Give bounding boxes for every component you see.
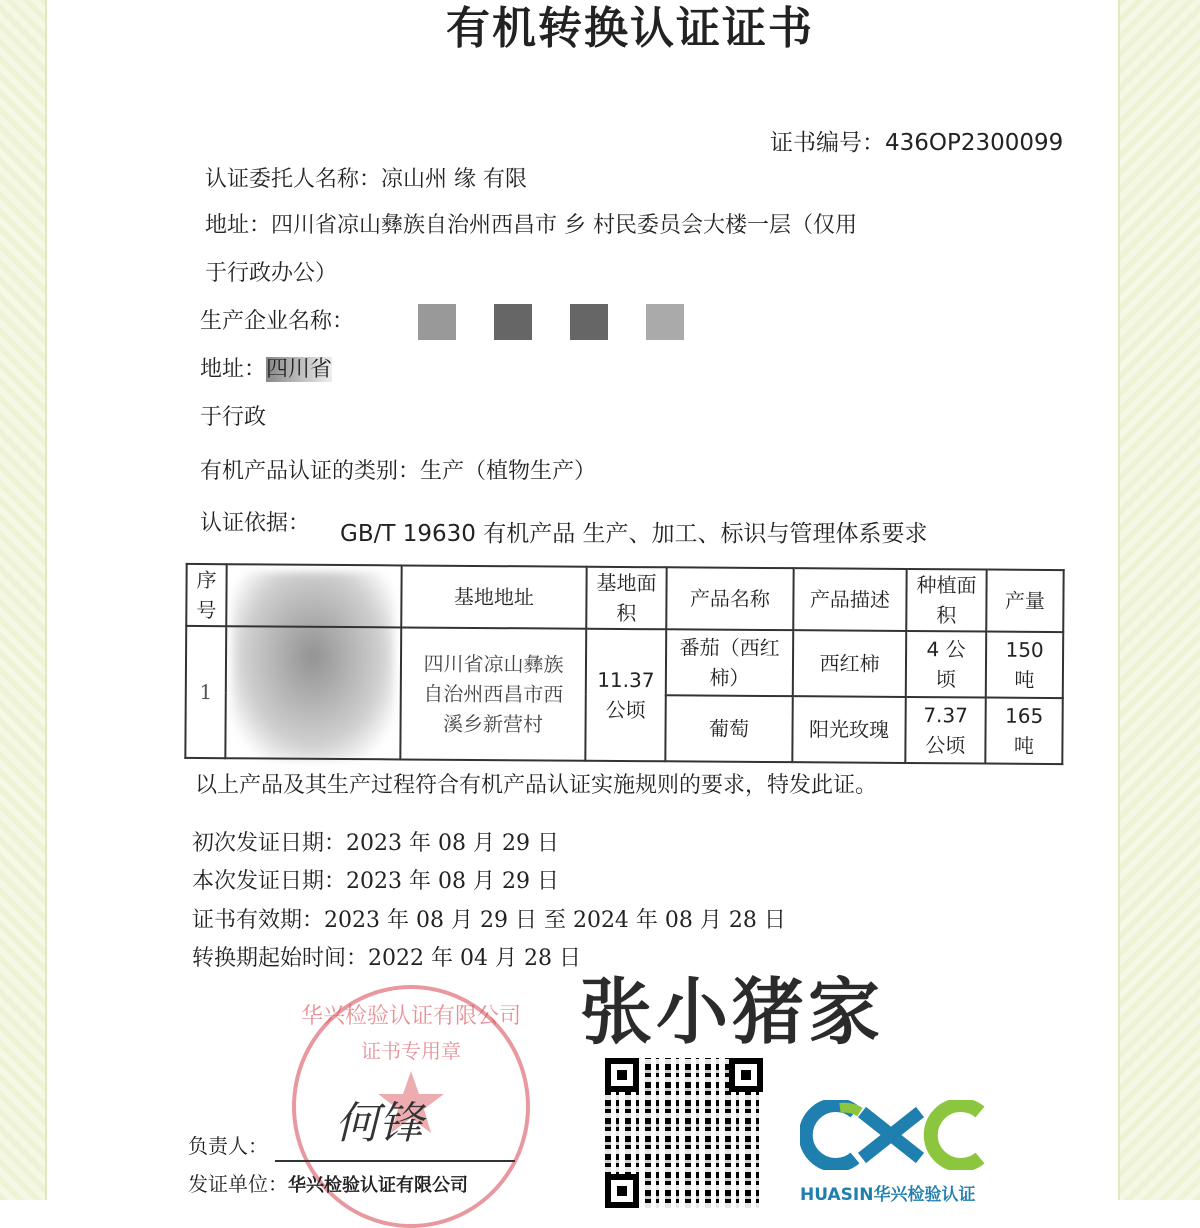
qr-code[interactable]	[605, 1058, 763, 1208]
huasin-logo	[800, 1100, 990, 1205]
certificate-border-left	[0, 0, 47, 1200]
client-address-line2: 于行政办公）	[205, 261, 338, 286]
cert-no-value: 436OP2300099	[885, 130, 1064, 156]
cell-base-address: 四川省凉山彝族自治州西昌市西溪乡新营村	[400, 627, 586, 760]
client-label: 认证委托人名称：	[205, 167, 382, 192]
qr-finder	[729, 1058, 763, 1092]
header-product-desc: 产品描述	[793, 568, 906, 631]
cell-product: 番茄（西红柿）	[666, 629, 793, 696]
cell-area: 4 公顷	[906, 631, 986, 698]
date-label: 转换期起始时间：	[192, 946, 369, 971]
responsible-label: 负责人：	[188, 1134, 268, 1158]
redaction-block	[646, 304, 684, 340]
client-value: 凉山州 缘 有限	[381, 167, 528, 192]
watermark: 张小猪家	[580, 970, 885, 1054]
cell-desc: 阳光玫瑰	[792, 696, 905, 763]
qr-finder	[605, 1174, 639, 1208]
date-validity	[192, 903, 786, 934]
certificate-title: 有机转换认证证书	[446, 3, 814, 54]
logo-text: HUASIN华兴检验认证	[800, 1185, 976, 1205]
table-header-row	[186, 564, 1063, 632]
issuer-value: 华兴检验认证有限公司	[288, 1175, 468, 1196]
header-planting-area: 种植面积	[906, 569, 986, 632]
redaction-block	[418, 304, 456, 340]
header-index: 序号	[186, 564, 226, 626]
issuer-line	[188, 1168, 468, 1197]
category-line	[200, 454, 596, 485]
cell-area: 7.37 公顷	[905, 697, 985, 764]
redaction-block	[494, 304, 532, 340]
date-label: 本次发证日期：	[192, 869, 347, 894]
date-conversion-start	[192, 941, 581, 972]
producer-address-line1	[200, 352, 332, 383]
producer-address-line2: 于行政	[200, 405, 267, 430]
issuer-label: 发证单位：	[188, 1172, 288, 1196]
stamp-text: 华兴检验认证有限公司	[300, 1004, 521, 1029]
date-label: 证书有效期：	[192, 908, 325, 933]
product-table	[184, 563, 1064, 765]
client-line	[205, 162, 527, 193]
header-base-area: 基地面积	[586, 567, 666, 630]
statement: 以上产品及其生产过程符合有机产品认证实施规则的要求，特发此证。	[195, 773, 878, 798]
header-yield: 产量	[986, 570, 1063, 633]
qr-finder	[605, 1058, 639, 1092]
redaction-block	[570, 304, 608, 340]
date-current-issue	[192, 864, 559, 895]
producer-line	[200, 304, 354, 335]
producer-address-label: 地址：	[200, 357, 267, 382]
cell-desc: 西红柿	[793, 630, 906, 697]
certificate-border-right	[1118, 0, 1200, 1200]
certificate-number	[770, 124, 1063, 157]
date-label: 初次发证日期：	[192, 831, 347, 856]
client-address-line1	[205, 208, 857, 239]
header-product-name: 产品名称	[666, 567, 793, 630]
basis-label: 认证依据：	[200, 511, 311, 536]
cell-yield: 165 吨	[985, 698, 1062, 765]
client-address-value: 四川省凉山彝族自治州西昌市 乡 村民委员会大楼一层（仅用	[271, 213, 858, 238]
basis-value: GB/T 19630 有机产品 生产、加工、标识与管理体系要求	[340, 521, 928, 547]
cell-index: 1	[185, 626, 226, 758]
date-value: 2023 年 08 月 29 日	[346, 869, 559, 894]
date-first-issue	[192, 826, 559, 857]
category-label: 有机产品认证的类别：	[200, 459, 421, 484]
cxc-logo-icon	[800, 1100, 990, 1170]
producer-label: 生产企业名称：	[200, 309, 355, 334]
producer-address-value: 四川省	[266, 357, 333, 382]
table-row	[186, 626, 1063, 698]
date-value: 2023 年 08 月 29 日 至 2024 年 08 月 28 日	[324, 908, 786, 933]
client-address-label: 地址：	[205, 213, 272, 238]
date-value: 2023 年 08 月 29 日	[346, 831, 559, 856]
date-value: 2022 年 04 月 28 日	[368, 946, 581, 971]
cell-redacted	[225, 626, 401, 759]
cell-yield: 150 吨	[986, 632, 1063, 699]
signature: 何锋	[335, 1098, 423, 1149]
cert-no-label: 证书编号：	[770, 130, 885, 156]
stamp-subtext: 证书专用章	[361, 1039, 461, 1063]
signature-line	[275, 1160, 515, 1162]
category-value: 生产（植物生产）	[420, 459, 597, 484]
header-base-address: 基地地址	[401, 565, 586, 628]
cell-product: 葡萄	[665, 695, 792, 762]
cell-base-area: 11.37 公顷	[585, 629, 666, 762]
header-redacted	[226, 564, 401, 627]
